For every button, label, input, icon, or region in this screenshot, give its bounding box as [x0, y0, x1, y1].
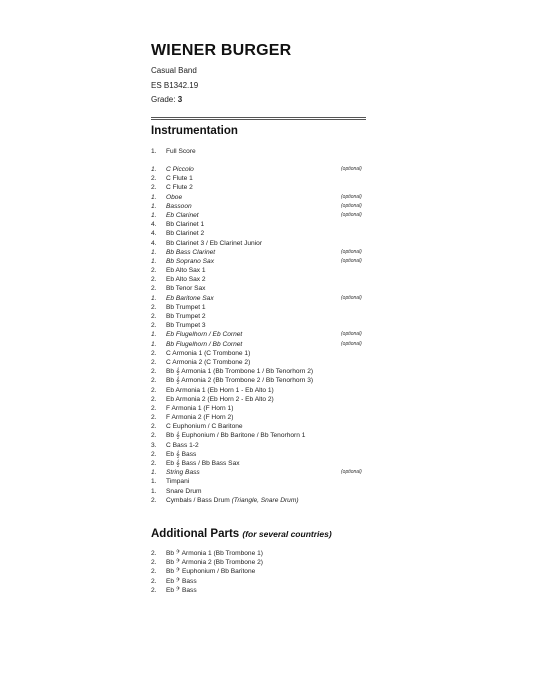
part-count: 2. — [151, 496, 157, 504]
list-item — [151, 349, 367, 358]
part-count: 2. — [151, 568, 157, 576]
part-name: C Flute 2 — [166, 184, 193, 192]
part-name: Bb Bass Clarinet — [166, 248, 216, 256]
list-item — [151, 459, 367, 468]
part-count: 1. — [151, 248, 157, 256]
part-name: F Armonia 1 (F Horn 1) — [166, 404, 234, 412]
list-item — [151, 248, 367, 257]
instrumentation-list — [151, 165, 367, 505]
part-name: Bb Clarinet 1 — [166, 221, 205, 229]
part-name: Bb 𝄢 Euphonium / Bb Baritone — [166, 568, 256, 576]
part-count: 2. — [151, 358, 157, 366]
part-name: String Bass — [166, 469, 200, 477]
list-item — [151, 193, 367, 202]
band-category: Casual Band — [151, 66, 197, 75]
part-name: Bb Trumpet 1 — [166, 303, 206, 311]
list-item — [151, 450, 367, 459]
optional-tag: (optional) — [341, 257, 362, 264]
part-name: Eb Flugelhorn / Eb Cornet — [166, 331, 243, 339]
list-item — [151, 386, 367, 395]
list-item: 1. Full Score — [151, 148, 196, 155]
list-item — [151, 165, 367, 174]
list-item — [151, 586, 367, 595]
part-count: 2. — [151, 368, 157, 376]
part-count: 2. — [151, 414, 157, 422]
part-count: 2. — [151, 276, 157, 284]
part-count: 2. — [151, 559, 157, 567]
list-item — [151, 229, 367, 238]
part-name: Eb 𝄞 Bass / Bb Bass Sax — [166, 460, 240, 467]
part-count: 2. — [151, 404, 157, 412]
part-name: Bb Clarinet 3 / Eb Clarinet Junior — [166, 239, 263, 247]
part-name: Bb Trumpet 3 — [166, 322, 206, 330]
list-item — [151, 376, 367, 385]
list-item — [151, 358, 367, 367]
list-item — [151, 395, 367, 404]
part-name: C Armonia 1 (C Trombone 1) — [166, 349, 251, 357]
list-item — [151, 367, 367, 376]
part-count: 2. — [151, 577, 157, 585]
instrumentation-heading: Instrumentation — [151, 125, 238, 137]
part-count: 2. — [151, 586, 157, 594]
part-name: F Armonia 2 (F Horn 2) — [166, 414, 234, 422]
part-name: C Flute 1 — [166, 175, 193, 183]
list-item — [151, 549, 367, 558]
part-name: Oboe — [166, 193, 183, 201]
part-count: 2. — [151, 377, 157, 385]
list-item — [151, 183, 367, 192]
part-count: 2. — [151, 175, 157, 183]
list-item — [151, 220, 367, 229]
list-item — [151, 340, 367, 349]
part-count: 2. — [151, 349, 157, 357]
full-score-list — [151, 147, 367, 156]
part-name: Snare Drum — [166, 487, 202, 495]
part-name: C Piccolo — [166, 166, 194, 173]
part-name: Bb Flugelhorn / Bb Cornet — [166, 340, 243, 348]
list-item — [151, 202, 367, 211]
part-name: Cymbals / Bass Drum (Triangle, Snare Drum) — [166, 496, 299, 504]
part-count: 4. — [151, 230, 157, 238]
list-item — [151, 404, 367, 413]
part-name: Bb 𝄞 Armonia 2 (Bb Trombone 2 / Bb Tenorhorn 3) — [166, 377, 314, 385]
list-item — [151, 431, 367, 440]
part-count: 2. — [151, 450, 157, 458]
optional-tag: (optional) — [341, 294, 362, 301]
part-count: 2. — [151, 423, 157, 431]
part-count: 1. — [151, 193, 157, 201]
part-count: 3. — [151, 441, 157, 449]
part-name: Bb Trumpet 2 — [166, 313, 206, 320]
list-item — [151, 330, 367, 339]
divider-top-second — [151, 119, 366, 120]
optional-tag: (optional) — [341, 193, 362, 200]
catalog-number: ES B1342.19 — [151, 81, 199, 90]
part-count: 1. — [151, 478, 157, 486]
part-name: Bb 𝄞 Euphonium / Bb Baritone / Bb Tenorhorn 1 — [166, 432, 306, 440]
part-name: Eb Baritone Sax — [166, 294, 214, 302]
optional-tag: (optional) — [341, 331, 362, 338]
part-count: 2. — [151, 184, 157, 192]
part-count: 4. — [151, 239, 157, 247]
grade-label: Grade: — [151, 95, 176, 104]
part-name: Eb Clarinet — [166, 211, 199, 219]
list-item — [151, 266, 367, 275]
part-name: Eb 𝄞 Bass — [166, 450, 197, 458]
part-count: 1. — [151, 340, 157, 348]
list-item — [151, 239, 367, 248]
divider-top — [151, 117, 366, 118]
part-name: Bb Soprano Sax — [166, 257, 215, 265]
list-item — [151, 284, 367, 293]
part-count: 1. — [151, 166, 157, 173]
part-count: 1. — [151, 202, 157, 210]
part-name: C Euphonium / C Baritone — [166, 423, 243, 431]
part-name: Eb Alto Sax 1 — [166, 267, 206, 275]
list-item — [151, 487, 367, 496]
optional-tag: (optional) — [341, 166, 362, 172]
part-name: Bb 𝄢 Armonia 2 (Bb Trombone 2) — [166, 559, 263, 567]
list-item — [151, 496, 367, 505]
part-count: 1. — [151, 469, 157, 477]
optional-tag: (optional) — [341, 469, 362, 476]
part-count: 2. — [151, 285, 157, 293]
part-name: Eb Armonia 2 (Eb Horn 2 - Eb Alto 2) — [166, 395, 274, 403]
part-note: (Triangle, Snare Drum) — [229, 496, 299, 504]
optional-tag: (optional) — [341, 340, 362, 347]
list-item — [151, 567, 367, 576]
optional-tag: (optional) — [341, 202, 362, 209]
list-item — [151, 577, 367, 586]
optional-tag: (optional) — [341, 248, 362, 255]
part-name: C Bass 1-2 — [166, 441, 199, 449]
part-name: Bb 𝄢 Armonia 1 (Bb Trombone 1) — [166, 550, 263, 557]
part-count: 1. — [151, 211, 157, 219]
list-item — [151, 312, 367, 321]
part-count: 2. — [151, 322, 157, 330]
part-name: Eb Alto Sax 2 — [166, 276, 206, 284]
part-name: Timpani — [166, 478, 190, 486]
part-name: Bb 𝄞 Armonia 1 (Bb Trombone 1 / Bb Tenorhorn 2) — [166, 368, 314, 376]
list-item — [151, 211, 367, 220]
part-count: 2. — [151, 460, 157, 467]
list-item — [151, 468, 367, 477]
part-count: 2. — [151, 550, 157, 557]
list-item — [151, 441, 367, 450]
part-count: 1. — [151, 294, 157, 302]
grade-value: 3 — [177, 95, 183, 104]
part-count: 2. — [151, 303, 157, 311]
grade — [151, 95, 182, 104]
part-name: Eb 𝄢 Bass — [166, 586, 197, 594]
part-count: 2. — [151, 386, 157, 394]
part-name: Bb Clarinet 2 — [166, 230, 205, 238]
part-count: 1. — [151, 331, 157, 339]
part-count: 1. — [151, 487, 157, 495]
part-count: 1. — [151, 257, 157, 265]
list-item — [151, 558, 367, 567]
list-item — [151, 321, 367, 330]
part-name: Eb 𝄢 Bass — [166, 577, 197, 585]
list-item — [151, 413, 367, 422]
part-name: Eb Armonia 1 (Eb Horn 1 - Eb Alto 1) — [166, 386, 274, 394]
list-item — [151, 477, 367, 486]
part-count: 2. — [151, 267, 157, 275]
optional-tag: (optional) — [341, 211, 362, 218]
list-item — [151, 422, 367, 431]
list-item — [151, 174, 367, 183]
part-count: 4. — [151, 221, 157, 229]
list-item — [151, 294, 367, 303]
list-item — [151, 257, 367, 266]
additional-parts-heading: Additional Parts (for several countries) — [151, 528, 332, 540]
part-count: 2. — [151, 313, 157, 320]
part-count: 2. — [151, 432, 157, 440]
piece-title: WIENER BURGER — [151, 42, 292, 59]
part-name: Bassoon — [166, 202, 192, 210]
part-name: Bb Tenor Sax — [166, 285, 206, 293]
list-item — [151, 275, 367, 284]
list-item — [151, 303, 367, 312]
part-count: 2. — [151, 395, 157, 403]
additional-parts-list — [151, 549, 367, 595]
part-name: C Armonia 2 (C Trombone 2) — [166, 358, 251, 366]
